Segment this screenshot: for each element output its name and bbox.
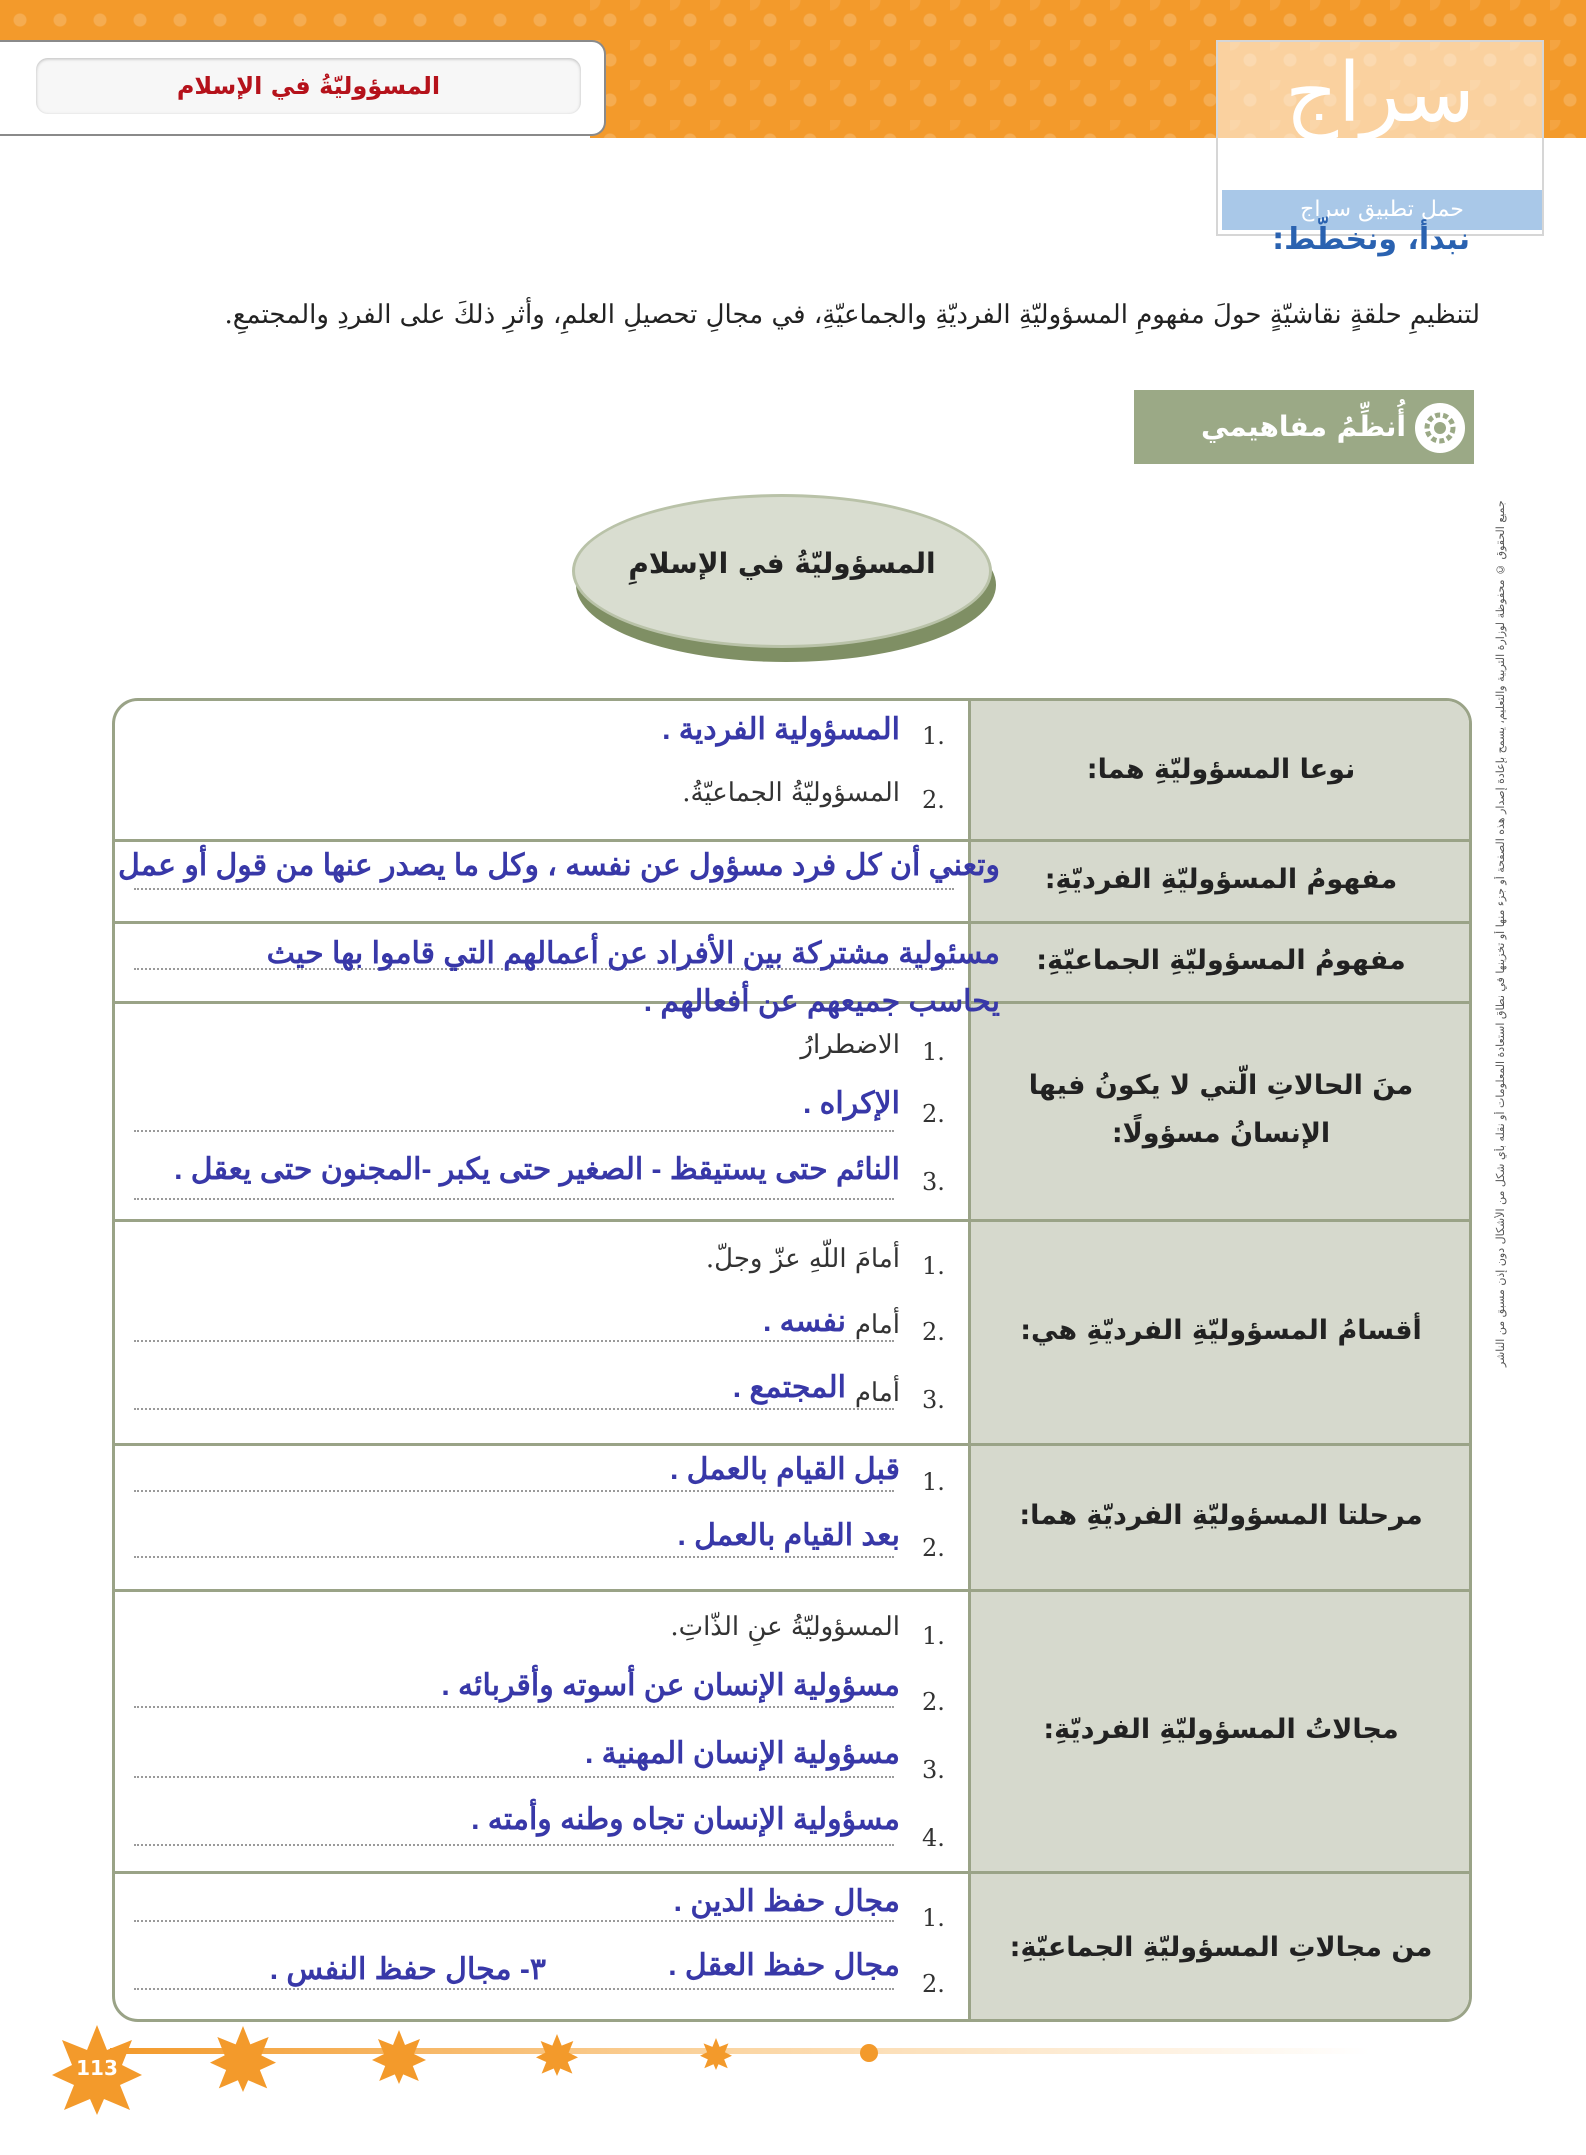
item-number: 2. (922, 1970, 945, 1998)
star-ornament-icon (700, 2038, 732, 2070)
item-number: 1. (922, 1252, 945, 1280)
item-number: 2. (922, 1318, 945, 1346)
printed-text: أمامَ اللّهِ عزّ وجلّ. (705, 1244, 900, 1274)
answer-text: وتعني أن كل فرد مسؤول عن نفسه ، وكل ما يصدر عنها من قول أو عمل (118, 849, 1000, 882)
item-number: 3. (922, 1756, 945, 1784)
answer-dotted-line (134, 1556, 894, 1558)
answer-text: الإكراه . (802, 1087, 900, 1120)
dot-ornament (860, 2044, 878, 2062)
item-number: 3. (922, 1168, 945, 1196)
answer-dotted-line (134, 1920, 894, 1922)
center-topic: المسؤوليّةُ في الإسلامِ (628, 547, 936, 580)
answer-dotted-line (134, 1776, 894, 1778)
row-label-individual-concept: مفهومُ المسؤوليّةِ الفرديّةِ: (1044, 864, 1398, 895)
lesson-title: المسؤوليّةُ في الإسلام (176, 72, 441, 100)
answer-text: مسئولية مشتركة بين الأفراد عن أعمالهم التي قاموا بها حيث يحاسب جميعهم عن أفعالهم . (266, 937, 1000, 1018)
answer-dotted-line (134, 1844, 894, 1846)
item-number: 1. (922, 1904, 945, 1932)
answer-dotted-line (134, 1340, 894, 1342)
answer-text: مجال حفظ العقل . (668, 1949, 900, 1982)
answer-text: المجتمع . (732, 1371, 846, 1404)
item-number: 2. (922, 1688, 945, 1716)
answer-text: المسؤولية الفردية . (662, 713, 900, 746)
star-ornament-icon (372, 2030, 426, 2084)
answer-dotted-line (134, 1988, 894, 1990)
row-label-individual-fields: مجالاتُ المسؤوليّةِ الفرديّةِ: (1043, 1714, 1399, 1745)
gear-icon (1412, 400, 1468, 456)
answer-dotted-line (134, 888, 954, 890)
row-label-individual-divisions: أقسامُ المسؤوليّةِ الفرديّةِ هي: (1020, 1315, 1422, 1346)
answer-dotted-line (134, 1490, 894, 1492)
row-label-collective-fields: من مجالاتِ المسؤوليّةِ الجماعيّةِ: (1009, 1932, 1433, 1963)
footer-line (110, 2048, 1370, 2054)
siraj-app-caption: حمل تطبيق سراج (1222, 190, 1542, 230)
answer-text: مجال حفظ الدين . (673, 1885, 900, 1918)
siraj-logo: سراج (1285, 46, 1475, 141)
answer-text: مسؤولية الإنسان تجاه وطنه وأمته . (471, 1803, 900, 1836)
concept-badge-label: أُنظِّمُ مفاهيمي (1200, 410, 1406, 443)
answer-text: النائم حتى يستيقظ - الصغير حتى يكبر -المجنون حتى يعقل . (174, 1153, 900, 1186)
answer-dotted-line (134, 1408, 894, 1410)
row-label-collective-concept: مفهومُ المسؤوليّةِ الجماعيّةِ: (1036, 945, 1406, 976)
item-number: 1. (922, 1468, 945, 1496)
item-number: 3. (922, 1386, 945, 1414)
star-ornament-icon (536, 2034, 578, 2076)
printed-text: الاضطرارُ (800, 1030, 900, 1060)
row-label-exemption-cases: منَ الحالاتِ الّتي لا يكونُ فيها الإنسانُ مسؤولًا: (1028, 1070, 1414, 1149)
item-number: 2. (922, 1100, 945, 1128)
printed-text: المسؤوليّةُ عنِ الذّاتِ. (670, 1612, 900, 1642)
row-label-responsibility-types: نوعا المسؤوليّةِ هما: (1086, 754, 1356, 785)
answer-dotted-line (134, 1130, 894, 1132)
item-number: 1. (922, 1038, 945, 1066)
answer-text: مسؤولية الإنسان عن أسوته وأقربائه . (441, 1669, 900, 1702)
intro-text: لتنظيمِ حلقةٍ نقاشيّةٍ حولَ مفهومِ المسؤوليّةِ الفرديّةِ والجماعيّةِ، في مجالِ تحصيلِ العلمِ، وأثرِ ذلكَ على الفردِ والمجتمعِ. (224, 300, 1480, 330)
printed-prefix: أمام (854, 1310, 900, 1340)
answer-dotted-line (134, 1198, 894, 1200)
answer-text: بعد القيام بالعمل . (677, 1519, 900, 1552)
answer-dotted-line (134, 1706, 894, 1708)
star-ornament-icon (210, 2026, 276, 2092)
copyright-side-note: جميع الحقوق © محفوظة لوزارة التربية والتعليم، يسمح بإعادة إصدار هذه الصفحة أو جزء منها أو تخزينها في نطاق استعادة المعلومات أو نقله بأي شكل من الأشكال دون إذن مسبق من الناشر (1494, 500, 1507, 1367)
item-number: 4. (922, 1824, 945, 1852)
item-number: 2. (922, 786, 945, 814)
answer-text: نفسه . (762, 1305, 846, 1338)
item-number: 1. (922, 722, 945, 750)
item-number: 1. (922, 1622, 945, 1650)
row-label-individual-stages: مرحلتا المسؤوليّةِ الفرديّةِ هما: (1019, 1500, 1423, 1531)
page-number: 113 (76, 2056, 118, 2080)
printed-text: المسؤوليّةُ الجماعيّةُ. (682, 778, 900, 808)
printed-prefix: أمام (854, 1378, 900, 1408)
answer-text: قبل القيام بالعمل . (669, 1453, 900, 1486)
header-decoration-strip (0, 0, 600, 40)
answer-text: مسؤولية الإنسان المهنية . (585, 1737, 900, 1770)
answer-text: ٣- مجال حفظ النفس . (269, 1953, 546, 1986)
item-number: 2. (922, 1534, 945, 1562)
section-heading: نبدأ، ونخطّط: (1272, 222, 1470, 257)
